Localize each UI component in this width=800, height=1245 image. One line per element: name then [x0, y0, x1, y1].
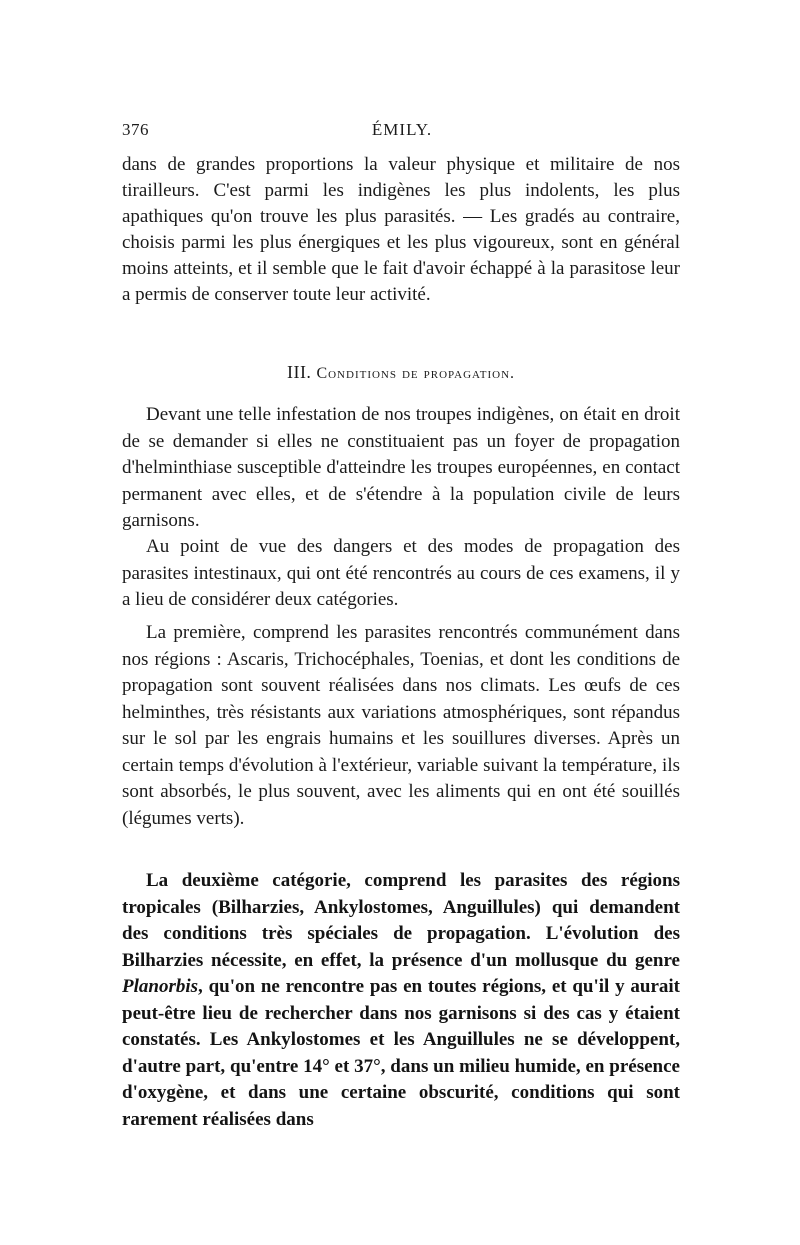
- paragraph-text: Devant une telle infestation de nos troupes indigènes, on était en droit de se demander si elles ne constituaient pas un foyer de propagation d'helminthiase susceptible d'atteindre les troupes européennes, en contact permanent avec elles, et de s'étendre à la population civile de leurs garnisons.: [122, 404, 680, 531]
- paragraph-text: [122, 868, 680, 1133]
- page-number: 376: [122, 120, 149, 139]
- paragraph-text: dans de grandes proportions la valeur physique et militaire de nos tirailleurs. C'est parmi les indigènes les plus indolents, les plus apathiques qu'on trouve les plus parasités. — Les gradés au contraire, choisis parmi les plus énergiques et les plus vigoureux, sont en général moins atteints, et il semble que le fait d'avoir échappé à la parasitose leur a permis de conserver toute leur activité.: [122, 154, 680, 305]
- paragraph-infestation: [122, 402, 680, 535]
- section-heading: [122, 362, 680, 383]
- paragraph-text-part-b: , qu'on ne rencontre pas en toutes régions, et qu'il y aurait peut-être lieu de rechercher dans nos garnisons si des cas y étaient constatés. Les Ankylostomes et les Anguillules ne se développent, d'autre part, qu'entre 14° et 37°, dans un milieu humide, en présence d'oxygène, et dans une certaine obscurité, conditions qui sont rarement réalisées dans: [122, 976, 680, 1130]
- paragraph-first-category: [122, 620, 680, 832]
- section-title: Conditions de propagation.: [316, 365, 516, 382]
- paragraph-text: Au point de vue des dangers et des modes de propagation des parasites intestinaux, qui ont été rencontrés au cours de ces examens, il y a lieu de considérer deux catégories.: [122, 536, 680, 610]
- running-head: ÉMILY.: [371, 120, 433, 139]
- paragraph-text: La première, comprend les parasites rencontrés communément dans nos régions : Ascaris, Trichocéphales, Toenias, et dont les conditions de propagation sont souvent réalisées dans nos climats. Les œufs de ces helminthes, très résistants aux variations atmosphériques, sont répandus sur le sol par les engrais humains et les souillures diverses. Après un certain temps d'évolution à l'extérieur, variable suivant la température, ils sont absorbés, le plus souvent, avec les aliments qui en ont été souillés (légumes verts).: [122, 622, 680, 829]
- page-header: [122, 120, 682, 146]
- genus-name: Planorbis: [122, 976, 199, 997]
- paragraph-text-part-a: La deuxième catégorie, comprend les parasites des régions tropicales (Bilharzies, Ankylostomes, Anguillules) qui demandent des conditions très spéciales de propagation. L'évolution des Bilharzies nécessite, en effet, la présence d'un mollusque du genre: [122, 870, 680, 971]
- paragraph-dangers: [122, 534, 680, 614]
- paragraph-second-category: [122, 868, 680, 1133]
- paragraph-continuation: [122, 152, 680, 308]
- section-number: III.: [286, 362, 312, 382]
